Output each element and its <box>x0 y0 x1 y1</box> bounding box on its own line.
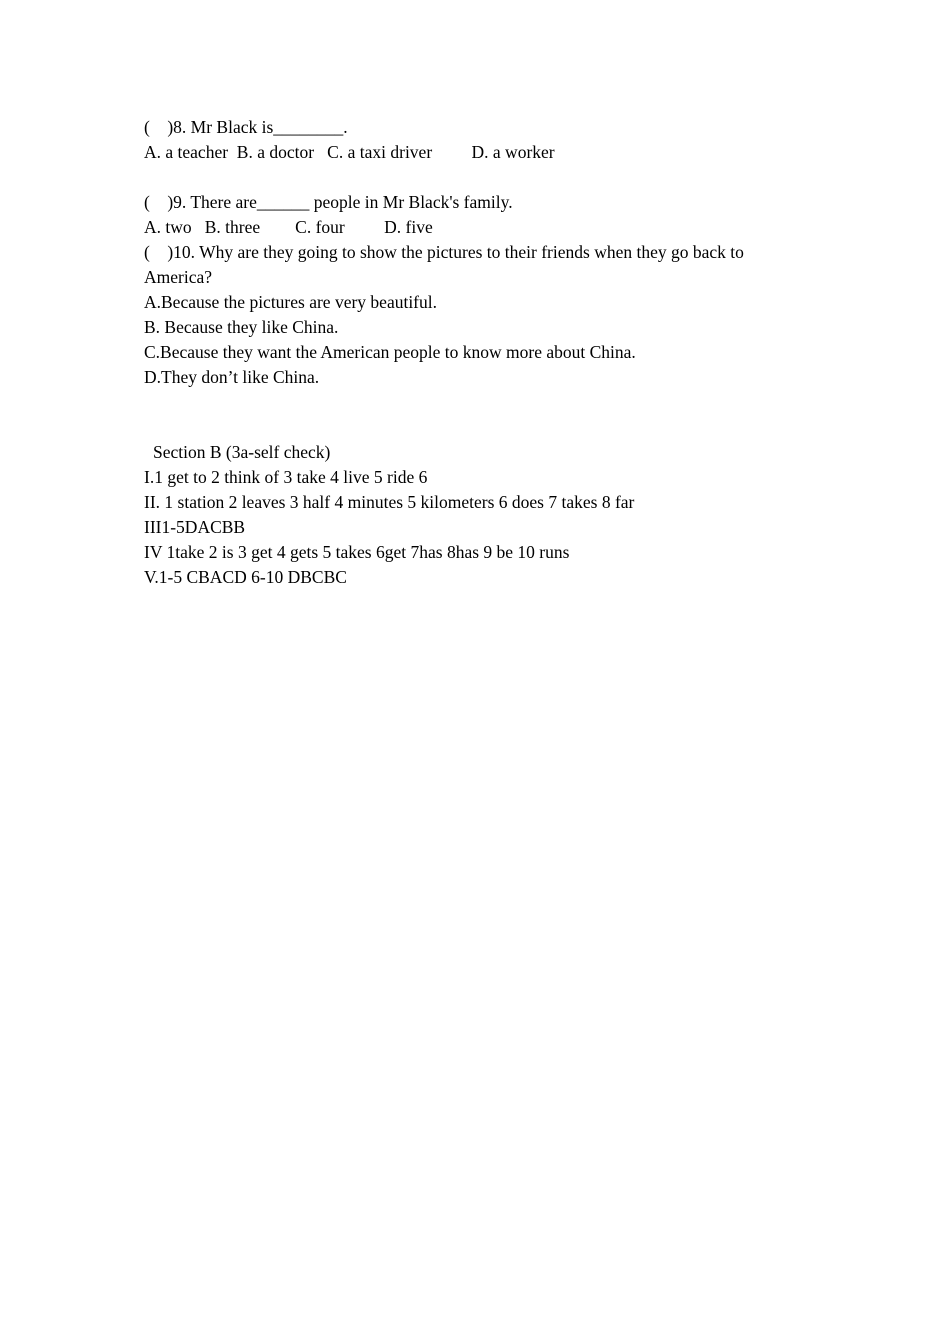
question-10-option-b: B. Because they like China. <box>144 317 339 337</box>
answer-part-2: II. 1 station 2 leaves 3 half 4 minutes 5 kilometers 6 does 7 takes 8 far <box>144 492 635 512</box>
question-10-option-a: A.Because the pictures are very beautiful. <box>144 292 437 312</box>
spacer <box>144 390 814 440</box>
answer-part-3: III1-5DACBB <box>144 517 246 537</box>
question-10-stem-continued: America? <box>144 267 213 287</box>
answer-section-heading: Section B (3a-self check) <box>153 442 331 462</box>
spacer <box>144 165 814 190</box>
document-body <box>144 115 814 590</box>
answer-part-4: IV 1take 2 is 3 get 4 gets 5 takes 6get 7has 8has 9 be 10 runs <box>144 542 570 562</box>
answer-part-5: V.1-5 CBACD 6-10 DBCBC <box>144 567 347 587</box>
question-8-options: A. a teacher B. a doctor C. a taxi driver D. a worker <box>144 142 555 162</box>
question-9-stem: ( )9. There are______ people in Mr Black's family. <box>144 192 513 212</box>
question-10-option-c: C.Because they want the American people to know more about China. <box>144 342 636 362</box>
question-9-options: A. two B. three C. four D. five <box>144 217 433 237</box>
question-10-stem: ( )10. Why are they going to show the pictures to their friends when they go back to <box>144 242 744 262</box>
question-10-option-d: D.They don’t like China. <box>144 367 320 387</box>
answer-part-1: I.1 get to 2 think of 3 take 4 live 5 ride 6 <box>144 467 428 487</box>
question-8-stem: ( )8. Mr Black is________. <box>144 117 348 137</box>
